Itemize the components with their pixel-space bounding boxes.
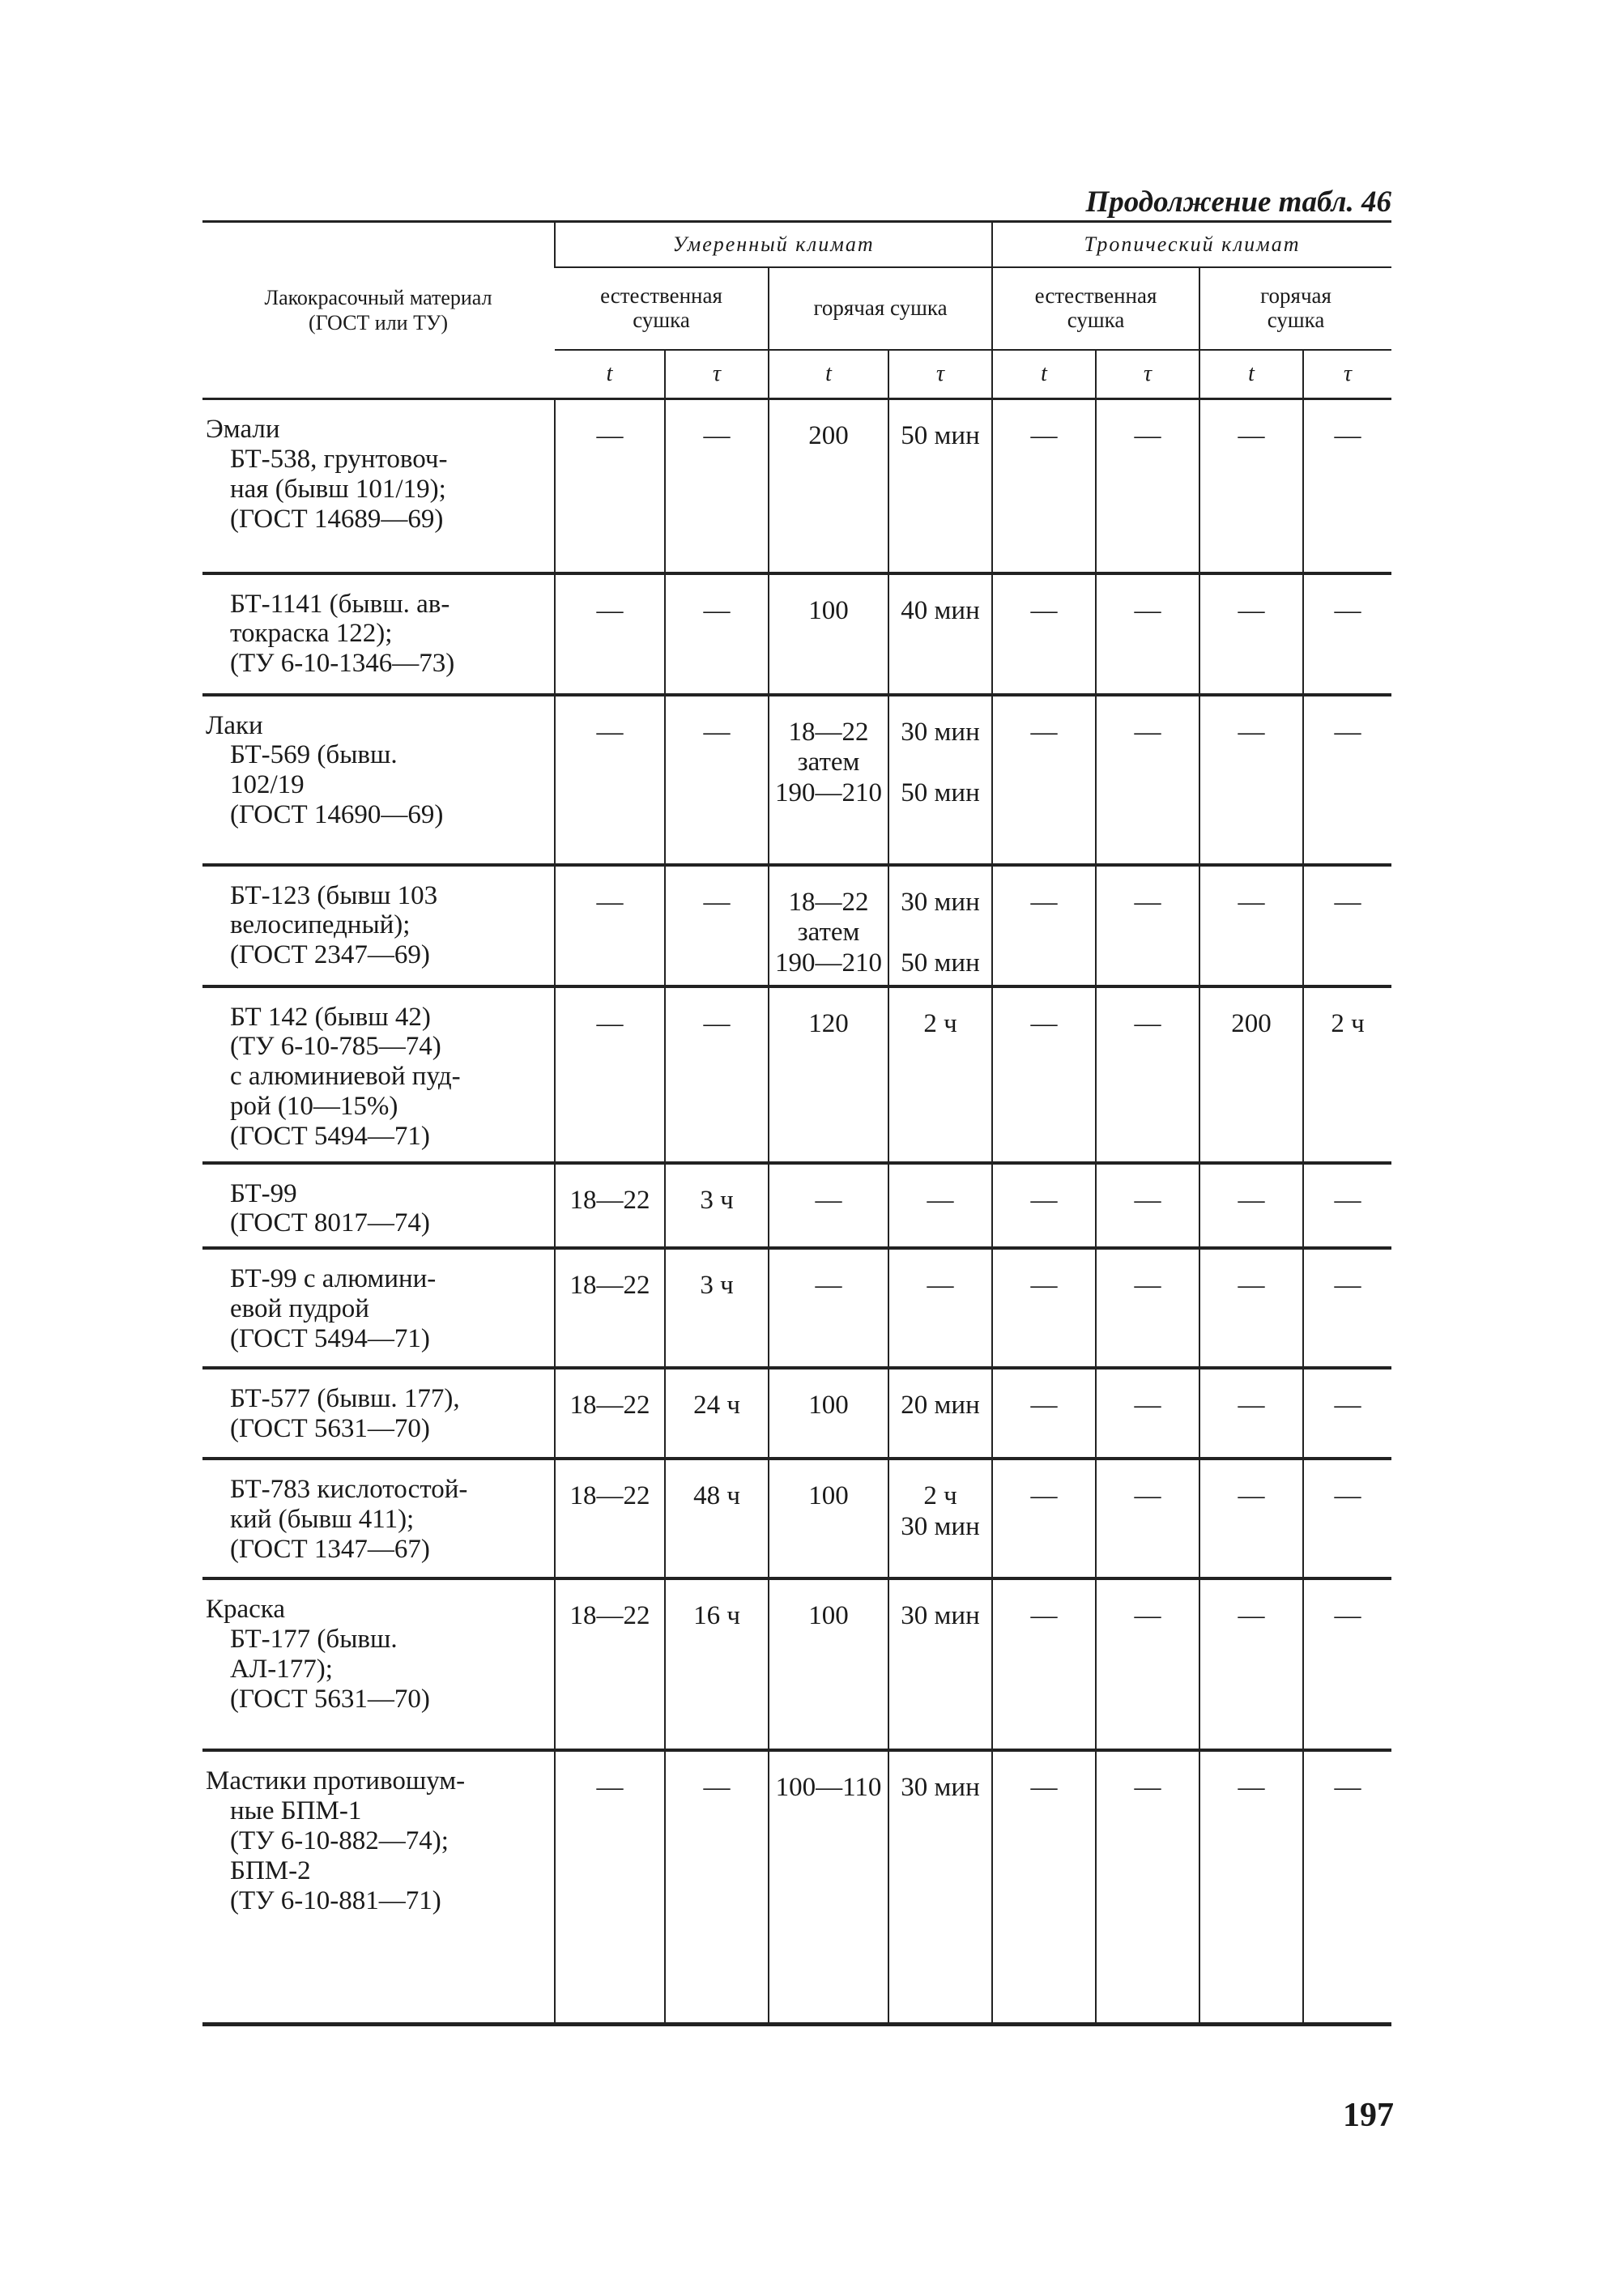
value-cell: [888, 695, 992, 865]
value-cell: [769, 1459, 888, 1578]
cell-value: —: [1238, 1773, 1265, 1803]
cell-value: —: [596, 1008, 624, 1038]
header-t: t: [992, 350, 1096, 399]
header-material-line1: Лакокрасочный материал: [264, 285, 492, 309]
cell-value: —: [703, 717, 731, 747]
cell-then-note: [890, 918, 991, 948]
cell-value: 30 мин: [901, 1512, 980, 1542]
cell-value: 190—210: [775, 778, 882, 808]
value-cell: [1199, 1248, 1303, 1368]
value-cell: [1199, 1750, 1303, 2024]
value-cell: [1199, 399, 1303, 573]
value-cell: [1096, 1578, 1199, 1750]
value-cell: [992, 1163, 1096, 1249]
value-cell: [1096, 1368, 1199, 1459]
cell-value: 16 ч: [693, 1601, 740, 1631]
value-cell: [888, 1368, 992, 1459]
material-name-line: АЛ-177);: [230, 1655, 333, 1685]
value-cell: [665, 399, 769, 573]
value-cell: [1199, 986, 1303, 1163]
material-name-line: БТ-177 (бывш.: [230, 1625, 398, 1655]
cell-value: —: [1030, 1185, 1058, 1215]
cell-value: 48 ч: [693, 1481, 740, 1511]
cell-value: 30 мин: [901, 1773, 980, 1803]
cell-value: —: [703, 1773, 731, 1803]
value-cell: [665, 865, 769, 986]
value-cell: [1096, 986, 1199, 1163]
value-cell: [1303, 1459, 1391, 1578]
cell-value: —: [1134, 1271, 1161, 1301]
material-cell: [202, 1578, 555, 1750]
material-name-line: (ГОСТ 8017—74): [230, 1208, 430, 1238]
header-natural-line2: сушка: [1067, 308, 1125, 332]
cell-value: —: [1238, 887, 1265, 917]
material-name-line: ная (бывш 101/19);: [230, 474, 446, 504]
value-cell: [665, 1750, 769, 2024]
value-cell: [769, 1248, 888, 1368]
cell-value: —: [1334, 1185, 1361, 1215]
material-name-line: (ГОСТ 5631—70): [230, 1414, 430, 1444]
cell-value: —: [927, 1271, 954, 1301]
cell-value: 50 мин: [901, 948, 980, 978]
cell-value: —: [596, 717, 624, 747]
cell-value: —: [1134, 1601, 1161, 1631]
cell-value: —: [1238, 421, 1265, 450]
cell-then-note: затем: [797, 918, 860, 948]
cell-value: —: [1334, 1481, 1361, 1511]
material-name-line: БПМ-2: [230, 1856, 311, 1886]
cell-value: —: [703, 595, 731, 625]
cell-value: —: [1334, 887, 1361, 917]
cell-value: —: [815, 1271, 842, 1301]
value-cell: [555, 573, 665, 695]
value-cell: [665, 1368, 769, 1459]
material-name-line: велосипедный);: [230, 910, 411, 940]
value-cell: [769, 1578, 888, 1750]
value-cell: [555, 399, 665, 573]
value-cell: [1303, 1578, 1391, 1750]
table-row: [202, 1578, 1391, 1750]
cell-value: —: [1238, 1271, 1265, 1301]
table-body: [202, 399, 1391, 2025]
cell-value: —: [927, 1185, 954, 1215]
material-name-line: (ТУ 6-10-882—74);: [230, 1826, 449, 1856]
material-name-line: БТ-783 кислотостой-: [230, 1475, 468, 1505]
cell-value: 200: [1231, 1008, 1272, 1038]
material-name-line: (ГОСТ 2347—69): [230, 940, 430, 970]
value-cell: [665, 1163, 769, 1249]
value-cell: [555, 1368, 665, 1459]
cell-value: —: [1334, 1271, 1361, 1301]
cell-value: —: [596, 887, 624, 917]
cell-value: 100: [808, 1481, 849, 1511]
value-cell: [1096, 573, 1199, 695]
cell-value: 2 ч: [923, 1008, 957, 1038]
value-cell: [1096, 865, 1199, 986]
table-row: [202, 1459, 1391, 1578]
value-cell: [1199, 1578, 1303, 1750]
value-cell: [888, 986, 992, 1163]
cell-value: —: [1030, 1481, 1058, 1511]
value-cell: [555, 1459, 665, 1578]
header-t: t: [769, 350, 888, 399]
value-cell: [1199, 573, 1303, 695]
value-cell: [555, 695, 665, 865]
value-cell: [555, 865, 665, 986]
drying-modes-table: [202, 220, 1391, 2026]
value-cell: [1303, 1248, 1391, 1368]
cell-value: 18—22: [569, 1391, 650, 1421]
value-cell: [1199, 695, 1303, 865]
material-cell: [202, 695, 555, 865]
header-tau: τ: [665, 350, 769, 399]
material-name-line: (ТУ 6-10-785—74): [230, 1032, 441, 1062]
header-tropical-climate: Тропический климат: [992, 222, 1391, 268]
cell-value: 24 ч: [693, 1391, 740, 1421]
cell-value: 2 ч: [923, 1481, 957, 1511]
cell-value: 2 ч: [1331, 1008, 1365, 1038]
value-cell: [888, 399, 992, 573]
value-cell: [555, 1248, 665, 1368]
value-cell: [1096, 1163, 1199, 1249]
material-name-line: (ГОСТ 14690—69): [230, 800, 444, 830]
material-category: Краска: [206, 1595, 285, 1625]
material-name-line: с алюминиевой пуд-: [230, 1062, 461, 1092]
cell-value: —: [1030, 1773, 1058, 1803]
page-number: 197: [1343, 2097, 1394, 2134]
table-caption: Продолжение табл. 46: [1085, 185, 1391, 219]
cell-value: —: [1134, 887, 1161, 917]
cell-value: —: [1134, 595, 1161, 625]
value-cell: [769, 695, 888, 865]
value-cell: [665, 986, 769, 1163]
header-material: [202, 222, 555, 399]
material-name-line: БТ-99: [230, 1178, 297, 1208]
cell-value: 190—210: [775, 948, 882, 978]
cell-value: —: [1030, 1601, 1058, 1631]
material-name-line: БТ-577 (бывш. 177),: [230, 1384, 460, 1414]
material-cell: [202, 986, 555, 1163]
material-name-line: 102/19: [230, 770, 305, 800]
header-material-line2: (ГОСТ или ТУ): [308, 311, 449, 334]
cell-value: —: [596, 595, 624, 625]
value-cell: [555, 1750, 665, 2024]
cell-value: 200: [808, 421, 849, 450]
cell-value: 3 ч: [700, 1271, 734, 1301]
cell-value: —: [1238, 1481, 1265, 1511]
cell-value: —: [1030, 421, 1058, 450]
cell-value: —: [1334, 595, 1361, 625]
material-cell: [202, 1248, 555, 1368]
table-row: [202, 1750, 1391, 2024]
material-name-line: (ТУ 6-10-1346—73): [230, 649, 455, 679]
table-row: [202, 1163, 1391, 1249]
value-cell: [769, 1750, 888, 2024]
cell-then-note: [890, 748, 991, 778]
cell-value: 100: [808, 595, 849, 625]
value-cell: [888, 1248, 992, 1368]
material-cell: [202, 1163, 555, 1249]
cell-value: —: [815, 1185, 842, 1215]
value-cell: [769, 399, 888, 573]
cell-value: —: [1134, 1773, 1161, 1803]
cell-value: —: [1134, 1481, 1161, 1511]
header-tau: τ: [888, 350, 992, 399]
cell-value: 30 мин: [901, 717, 980, 747]
value-cell: [1303, 1368, 1391, 1459]
cell-value: —: [1134, 717, 1161, 747]
material-cell: [202, 1750, 555, 2024]
material-name-line: БТ-1141 (бывш. ав-: [230, 589, 450, 619]
material-name-line: (ГОСТ 5494—71): [230, 1122, 430, 1152]
value-cell: [992, 1750, 1096, 2024]
table-row: [202, 865, 1391, 986]
value-cell: [1303, 399, 1391, 573]
table-row: [202, 986, 1391, 1163]
value-cell: [1096, 1750, 1199, 2024]
cell-value: —: [1238, 1391, 1265, 1421]
value-cell: [992, 1459, 1096, 1578]
value-cell: [665, 695, 769, 865]
cell-value: —: [1030, 887, 1058, 917]
value-cell: [1303, 865, 1391, 986]
material-name-line: евой пудрой: [230, 1294, 369, 1324]
material-cell: [202, 865, 555, 986]
cell-value: —: [596, 421, 624, 450]
material-name-line: (ГОСТ 14689—69): [230, 504, 444, 534]
cell-value: —: [1030, 1271, 1058, 1301]
value-cell: [888, 865, 992, 986]
table-row: [202, 573, 1391, 695]
header-natural-line2: сушка: [633, 308, 690, 332]
material-category: Лаки: [206, 710, 263, 740]
material-name-line: БТ 142 (бывш 42): [230, 1002, 431, 1032]
cell-value: 30 мин: [901, 1601, 980, 1631]
cell-value: —: [1134, 1185, 1161, 1215]
value-cell: [769, 986, 888, 1163]
value-cell: [888, 1750, 992, 2024]
value-cell: [992, 695, 1096, 865]
cell-value: —: [703, 887, 731, 917]
cell-value: —: [1238, 717, 1265, 747]
header-t: t: [555, 350, 665, 399]
cell-value: 50 мин: [901, 778, 980, 808]
value-cell: [769, 573, 888, 695]
value-cell: [1303, 986, 1391, 1163]
cell-value: 18—22: [569, 1271, 650, 1301]
table-row: [202, 695, 1391, 865]
cell-value: —: [1238, 1185, 1265, 1215]
value-cell: [1096, 399, 1199, 573]
header-tau: τ: [1303, 350, 1391, 399]
material-name-line: БТ-569 (бывш.: [230, 740, 398, 770]
value-cell: [888, 573, 992, 695]
cell-value: 18—22: [569, 1481, 650, 1511]
value-cell: [1303, 573, 1391, 695]
cell-value: 100—110: [775, 1773, 882, 1803]
value-cell: [1199, 1368, 1303, 1459]
value-cell: [1303, 1750, 1391, 2024]
material-name-line: кий (бывш 411);: [230, 1505, 415, 1535]
material-name-line: (ГОСТ 5494—71): [230, 1324, 430, 1354]
value-cell: [555, 1163, 665, 1249]
value-cell: [888, 1578, 992, 1750]
cell-value: —: [1334, 717, 1361, 747]
value-cell: [992, 865, 1096, 986]
cell-value: 100: [808, 1391, 849, 1421]
header-tropical-natural: [992, 267, 1199, 350]
table-header: [202, 222, 1391, 399]
material-cell: [202, 1459, 555, 1578]
material-cell: [202, 399, 555, 573]
cell-value: 120: [808, 1008, 849, 1038]
header-natural-line1: естественная: [1034, 283, 1157, 309]
value-cell: [665, 1578, 769, 1750]
header-tau: τ: [1096, 350, 1199, 399]
cell-value: —: [1030, 1008, 1058, 1038]
value-cell: [769, 1163, 888, 1249]
header-hot-line1: горячая: [1260, 283, 1331, 309]
header-temperate-hot: горячая сушка: [769, 267, 992, 350]
cell-value: —: [1334, 1773, 1361, 1803]
cell-value: —: [1334, 1601, 1361, 1631]
cell-value: —: [1134, 1008, 1161, 1038]
value-cell: [1199, 865, 1303, 986]
material-name-line: рой (10—15%): [230, 1092, 398, 1122]
material-cell: [202, 1368, 555, 1459]
cell-value: —: [1334, 421, 1361, 450]
value-cell: [1303, 695, 1391, 865]
value-cell: [992, 1368, 1096, 1459]
material-cell: [202, 573, 555, 695]
cell-value: —: [1238, 595, 1265, 625]
cell-value: 18—22: [788, 717, 869, 747]
cell-value: 3 ч: [700, 1185, 734, 1215]
cell-value: —: [1334, 1391, 1361, 1421]
material-category: Мастики противошум-: [206, 1766, 466, 1796]
cell-value: 20 мин: [901, 1391, 980, 1421]
cell-value: —: [596, 1773, 624, 1803]
value-cell: [1096, 695, 1199, 865]
cell-value: 18—22: [569, 1185, 650, 1215]
material-name-line: БТ-99 с алюмини-: [230, 1264, 437, 1294]
table-row: [202, 1248, 1391, 1368]
cell-value: 30 мин: [901, 887, 980, 917]
header-temperate-climate: Умеренный климат: [555, 222, 992, 268]
value-cell: [1096, 1248, 1199, 1368]
cell-value: 100: [808, 1601, 849, 1631]
value-cell: [992, 573, 1096, 695]
value-cell: [665, 1459, 769, 1578]
cell-value: 18—22: [569, 1601, 650, 1631]
table-row: [202, 1368, 1391, 1459]
cell-then-note: затем: [797, 748, 860, 777]
material-name-line: (ТУ 6-10-881—71): [230, 1886, 441, 1916]
header-tropical-hot: [1199, 267, 1391, 350]
value-cell: [992, 986, 1096, 1163]
cell-value: —: [1030, 1391, 1058, 1421]
table-row: [202, 399, 1391, 573]
material-name-line: (ГОСТ 5631—70): [230, 1685, 430, 1715]
cell-value: —: [1238, 1601, 1265, 1631]
material-name-line: (ГОСТ 1347—67): [230, 1535, 430, 1565]
value-cell: [992, 399, 1096, 573]
value-cell: [1199, 1459, 1303, 1578]
cell-value: —: [1030, 717, 1058, 747]
cell-value: —: [703, 1008, 731, 1038]
cell-value: 18—22: [788, 887, 869, 917]
cell-value: —: [1030, 595, 1058, 625]
header-temperate-natural: [555, 267, 769, 350]
cell-value: 40 мин: [901, 595, 980, 625]
value-cell: [769, 1368, 888, 1459]
value-cell: [555, 986, 665, 1163]
material-category: Эмали: [206, 415, 280, 444]
value-cell: [1096, 1459, 1199, 1578]
value-cell: [555, 1578, 665, 1750]
cell-value: —: [1134, 1391, 1161, 1421]
cell-value: —: [703, 421, 731, 450]
material-name-line: ные БПМ-1: [230, 1796, 362, 1826]
material-name-line: токраска 122);: [230, 619, 393, 649]
header-natural-line1: естественная: [600, 283, 722, 309]
value-cell: [1199, 1163, 1303, 1249]
header-t: t: [1199, 350, 1303, 399]
material-name-line: БТ-123 (бывш 103: [230, 880, 438, 910]
value-cell: [769, 865, 888, 986]
value-cell: [665, 1248, 769, 1368]
value-cell: [992, 1578, 1096, 1750]
value-cell: [888, 1459, 992, 1578]
value-cell: [992, 1248, 1096, 1368]
material-name-line: БТ-538, грунтовоч-: [230, 444, 448, 474]
value-cell: [665, 573, 769, 695]
value-cell: [888, 1163, 992, 1249]
cell-value: —: [1134, 421, 1161, 450]
value-cell: [1303, 1163, 1391, 1249]
header-hot-line2: сушка: [1267, 308, 1325, 332]
cell-value: 50 мин: [901, 421, 980, 450]
